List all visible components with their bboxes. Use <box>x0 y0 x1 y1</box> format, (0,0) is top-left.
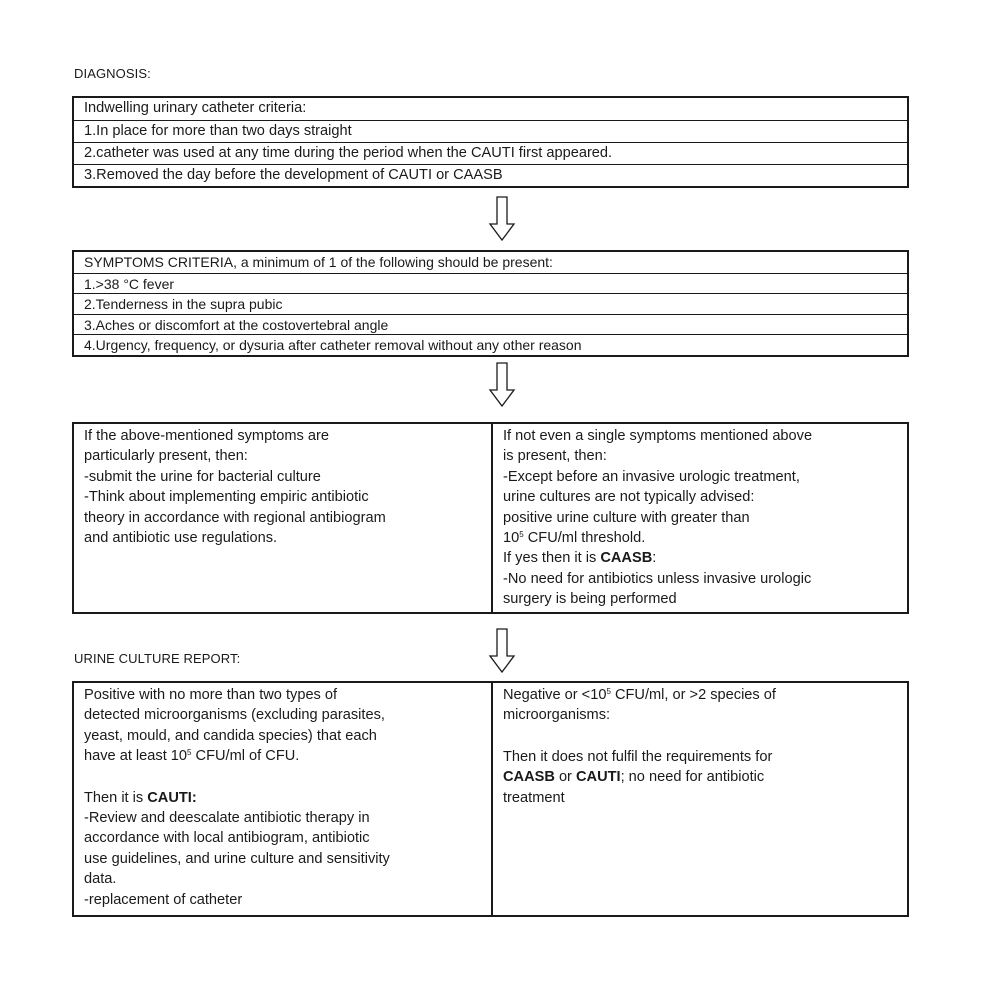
cell-line: accordance with local antibiogram, antibiotic <box>84 830 370 847</box>
cell-line: use guidelines, and urine culture and sensitivity <box>84 850 390 867</box>
negative-culture-cell <box>493 683 907 915</box>
down-arrow-icon <box>488 196 516 242</box>
symptoms-criteria-item: 3.Aches or discomfort at the costovertebral angle <box>74 314 907 335</box>
cell-line: and antibiotic use regulations. <box>84 530 278 547</box>
cell-line <box>503 528 899 548</box>
symptoms-absent-cell <box>493 424 907 612</box>
action-decision-box <box>72 422 909 614</box>
cell-line: urine cultures are not typically advised: <box>503 489 755 506</box>
symptoms-criteria-item: 4.Urgency, frequency, or dysuria after catheter removal without any other reason <box>74 334 907 355</box>
exponent: 5 <box>519 530 524 540</box>
cell-text: or <box>554 769 576 786</box>
spacer <box>84 767 483 788</box>
symptoms-criteria-item: 2.Tenderness in the supra pubic <box>74 293 907 314</box>
symptoms-criteria-item: 1.>38 °C fever <box>74 273 907 294</box>
spacer <box>503 726 899 747</box>
cell-line: microorganisms: <box>503 707 611 724</box>
symptoms-criteria-table <box>72 250 909 357</box>
cell-text: have at least 10 <box>84 748 188 765</box>
cell-line: surgery is being performed <box>503 591 677 608</box>
cell-line: If not even a single symptoms mentioned above <box>503 428 813 444</box>
cell-line: -No need for antibiotics unless invasive urologic <box>503 570 812 587</box>
cell-text: ; no need for antibiotic <box>620 769 765 786</box>
positive-culture-cell <box>74 683 493 915</box>
culture-report-box <box>72 681 909 917</box>
cell-line: yeast, mould, and candida species) that each <box>84 727 377 744</box>
cell-line: -replacement of catheter <box>84 891 243 908</box>
exponent: 5 <box>606 687 611 696</box>
cell-line: theory in accordance with regional antibiogram <box>84 509 386 526</box>
cell-text: CFU/ml, or >2 species of <box>610 687 776 703</box>
cell-line <box>84 788 483 808</box>
cell-text: : <box>652 550 657 567</box>
cell-text: If yes then it is <box>503 550 601 567</box>
cell-line: is present, then: <box>503 448 607 465</box>
cell-line: data. <box>84 871 117 888</box>
catheter-criteria-item: 2.catheter was used at any time during the period when the CAUTI first appeared. <box>74 142 907 164</box>
caasb-term: CAASB <box>600 550 653 567</box>
cell-line: If the above-mentioned symptoms are <box>84 428 329 444</box>
cell-line <box>503 767 899 787</box>
cell-line <box>503 548 899 568</box>
culture-report-heading: URINE CULTURE REPORT: <box>74 651 241 666</box>
caasb-term: CAASB <box>503 769 555 786</box>
cell-line: -Review and deescalate antibiotic therapy in <box>84 810 370 827</box>
down-arrow-icon <box>488 628 516 674</box>
cell-line <box>84 746 483 766</box>
cell-text: 10 <box>503 530 520 547</box>
exponent: 5 <box>187 748 192 758</box>
cell-text: CFU/ml of CFU. <box>191 748 300 765</box>
cell-text: Then it is <box>84 789 148 806</box>
symptoms-present-cell <box>74 424 493 612</box>
catheter-criteria-title: Indwelling urinary catheter criteria: <box>84 100 307 116</box>
cell-line: positive urine culture with greater than <box>503 509 750 526</box>
cell-line: treatment <box>503 789 565 806</box>
cell-line: -submit the urine for bacterial culture <box>84 468 321 485</box>
catheter-criteria-table <box>72 96 909 188</box>
cell-text: CFU/ml threshold. <box>523 530 646 547</box>
cell-line: -Except before an invasive urologic treatment, <box>503 468 800 485</box>
cell-line: Then it does not fulfil the requirements for <box>503 748 773 765</box>
cell-line: -Think about implementing empiric antibiotic <box>84 489 369 506</box>
cauti-term: CAUTI: <box>147 789 197 806</box>
catheter-criteria-item: 1.In place for more than two days straight <box>74 120 907 142</box>
diagnosis-heading: DIAGNOSIS: <box>74 66 151 81</box>
symptoms-criteria-title: SYMPTOMS CRITERIA, a minimum of 1 of the following should be present: <box>84 254 553 270</box>
down-arrow-icon <box>488 362 516 408</box>
cauti-term: CAUTI <box>575 769 621 786</box>
cell-line: Positive with no more than two types of <box>84 687 338 703</box>
cell-text: Negative or <10 <box>503 687 607 703</box>
cell-line <box>503 685 899 705</box>
cell-line: detected microorganisms (excluding parasites, <box>84 707 385 724</box>
cell-line: particularly present, then: <box>84 448 248 465</box>
catheter-criteria-item: 3.Removed the day before the development of CAUTI or CAASB <box>74 164 907 186</box>
